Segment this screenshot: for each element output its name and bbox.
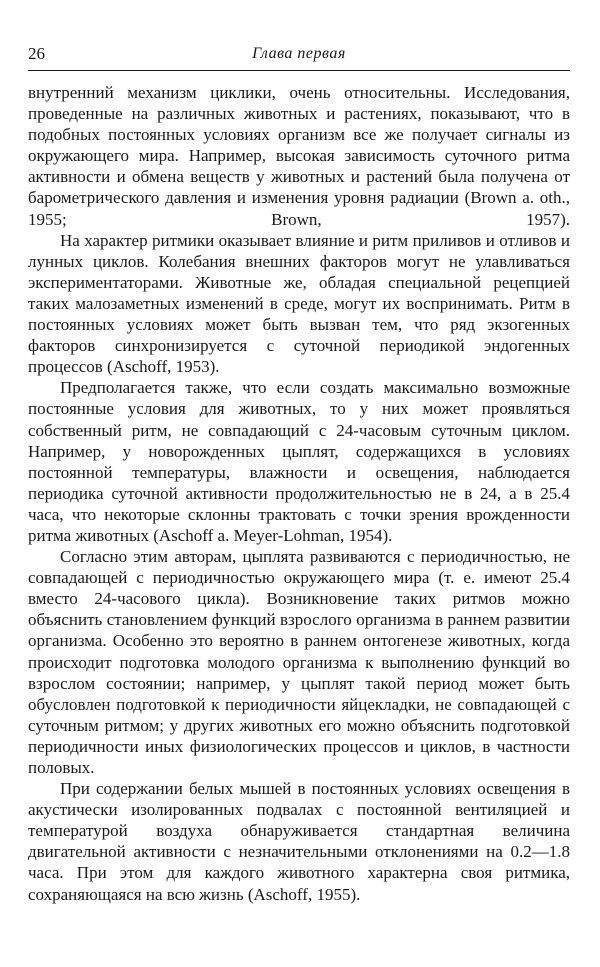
body-text: [28, 82, 570, 905]
paragraph: Предполагается также, что если создать максимально возможные постоянные условия для животных, то у них может проявляться собственный ритм, не совпадающий с 24-часовым суточным циклом. Например, у новорожденных цыплят, содержащихся в условиях постоянной температуры, влажности и освещения, наблюдается периодика суточной активности продолжительностью не в 24, а в 25.4 часа, что некоторые склонны трактовать с точки зрения врожденности ритма животных (Aschoff a. Meyer-Lohman, 1954).: [28, 378, 570, 545]
running-head: Глава первая: [252, 45, 346, 62]
paragraph: При содержании белых мышей в постоянных условиях освещения в акустически изолированных подвалах с постоянной вентиляцией и температурой воздуха обнаруживается стандартная величина двигательной активности с незначительными отклонениями на 0.2—1.8 часа. При этом для каждого животного характерна своя ритмика, сохраняющаяся на всю жизнь (Aschoff, 1955).: [28, 779, 570, 904]
page-number: 26: [28, 44, 45, 63]
paragraph-continued: внутренний механизм циклики, очень относительны. Исследования, проведенные на различных животных и растениях, показывают, что в подобных постоянных условиях организм все же получает сигналы из окружающего мира. Например, высокая зависимость суточного ритма активности и обмена веществ у животных и растений была получена от барометрического давления и изменения уровня радиации (Brown a. oth., 1955; Brown, 1957).: [28, 83, 570, 229]
paragraph: На характер ритмики оказывает влияние и ритм приливов и отливов и лунных циклов. Колебания внешних факторов могут не улавливаться экспериментаторами. Животные же, обладая специальной рецепцией таких малозаметных изменений в среде, могут их воспринимать. Ритм в постоянных условиях может быть вызван тем, что ряд экзогенных факторов синхронизируется с суточной периодикой эндогенных процессов (Aschoff, 1953).: [28, 230, 570, 377]
paragraph: Согласно этим авторам, цыплята развиваются с периодичностью, не совпадающей с периодичностью окружающего мира (т. е. имеют 25.4 вместо 24-часового цикла). Возникновение таких ритмов можно объяснить становлением функций взрослого организма в раннем развитии организма. Особенно это вероятно в раннем онтогенезе животных, когда происходит подготовка молодого организма к выполнению функций во взрослом состоянии; например, у цыплят такой период может быть обусловлен подготовкой к периодичности яйцекладки, не совпадающей с суточным ритмом; у других животных его можно объяснить подготовкой периодичности иных физиологических процессов и циклов, в частности половых.: [28, 547, 570, 777]
header-rule: [28, 70, 570, 71]
page-header: [28, 44, 570, 70]
